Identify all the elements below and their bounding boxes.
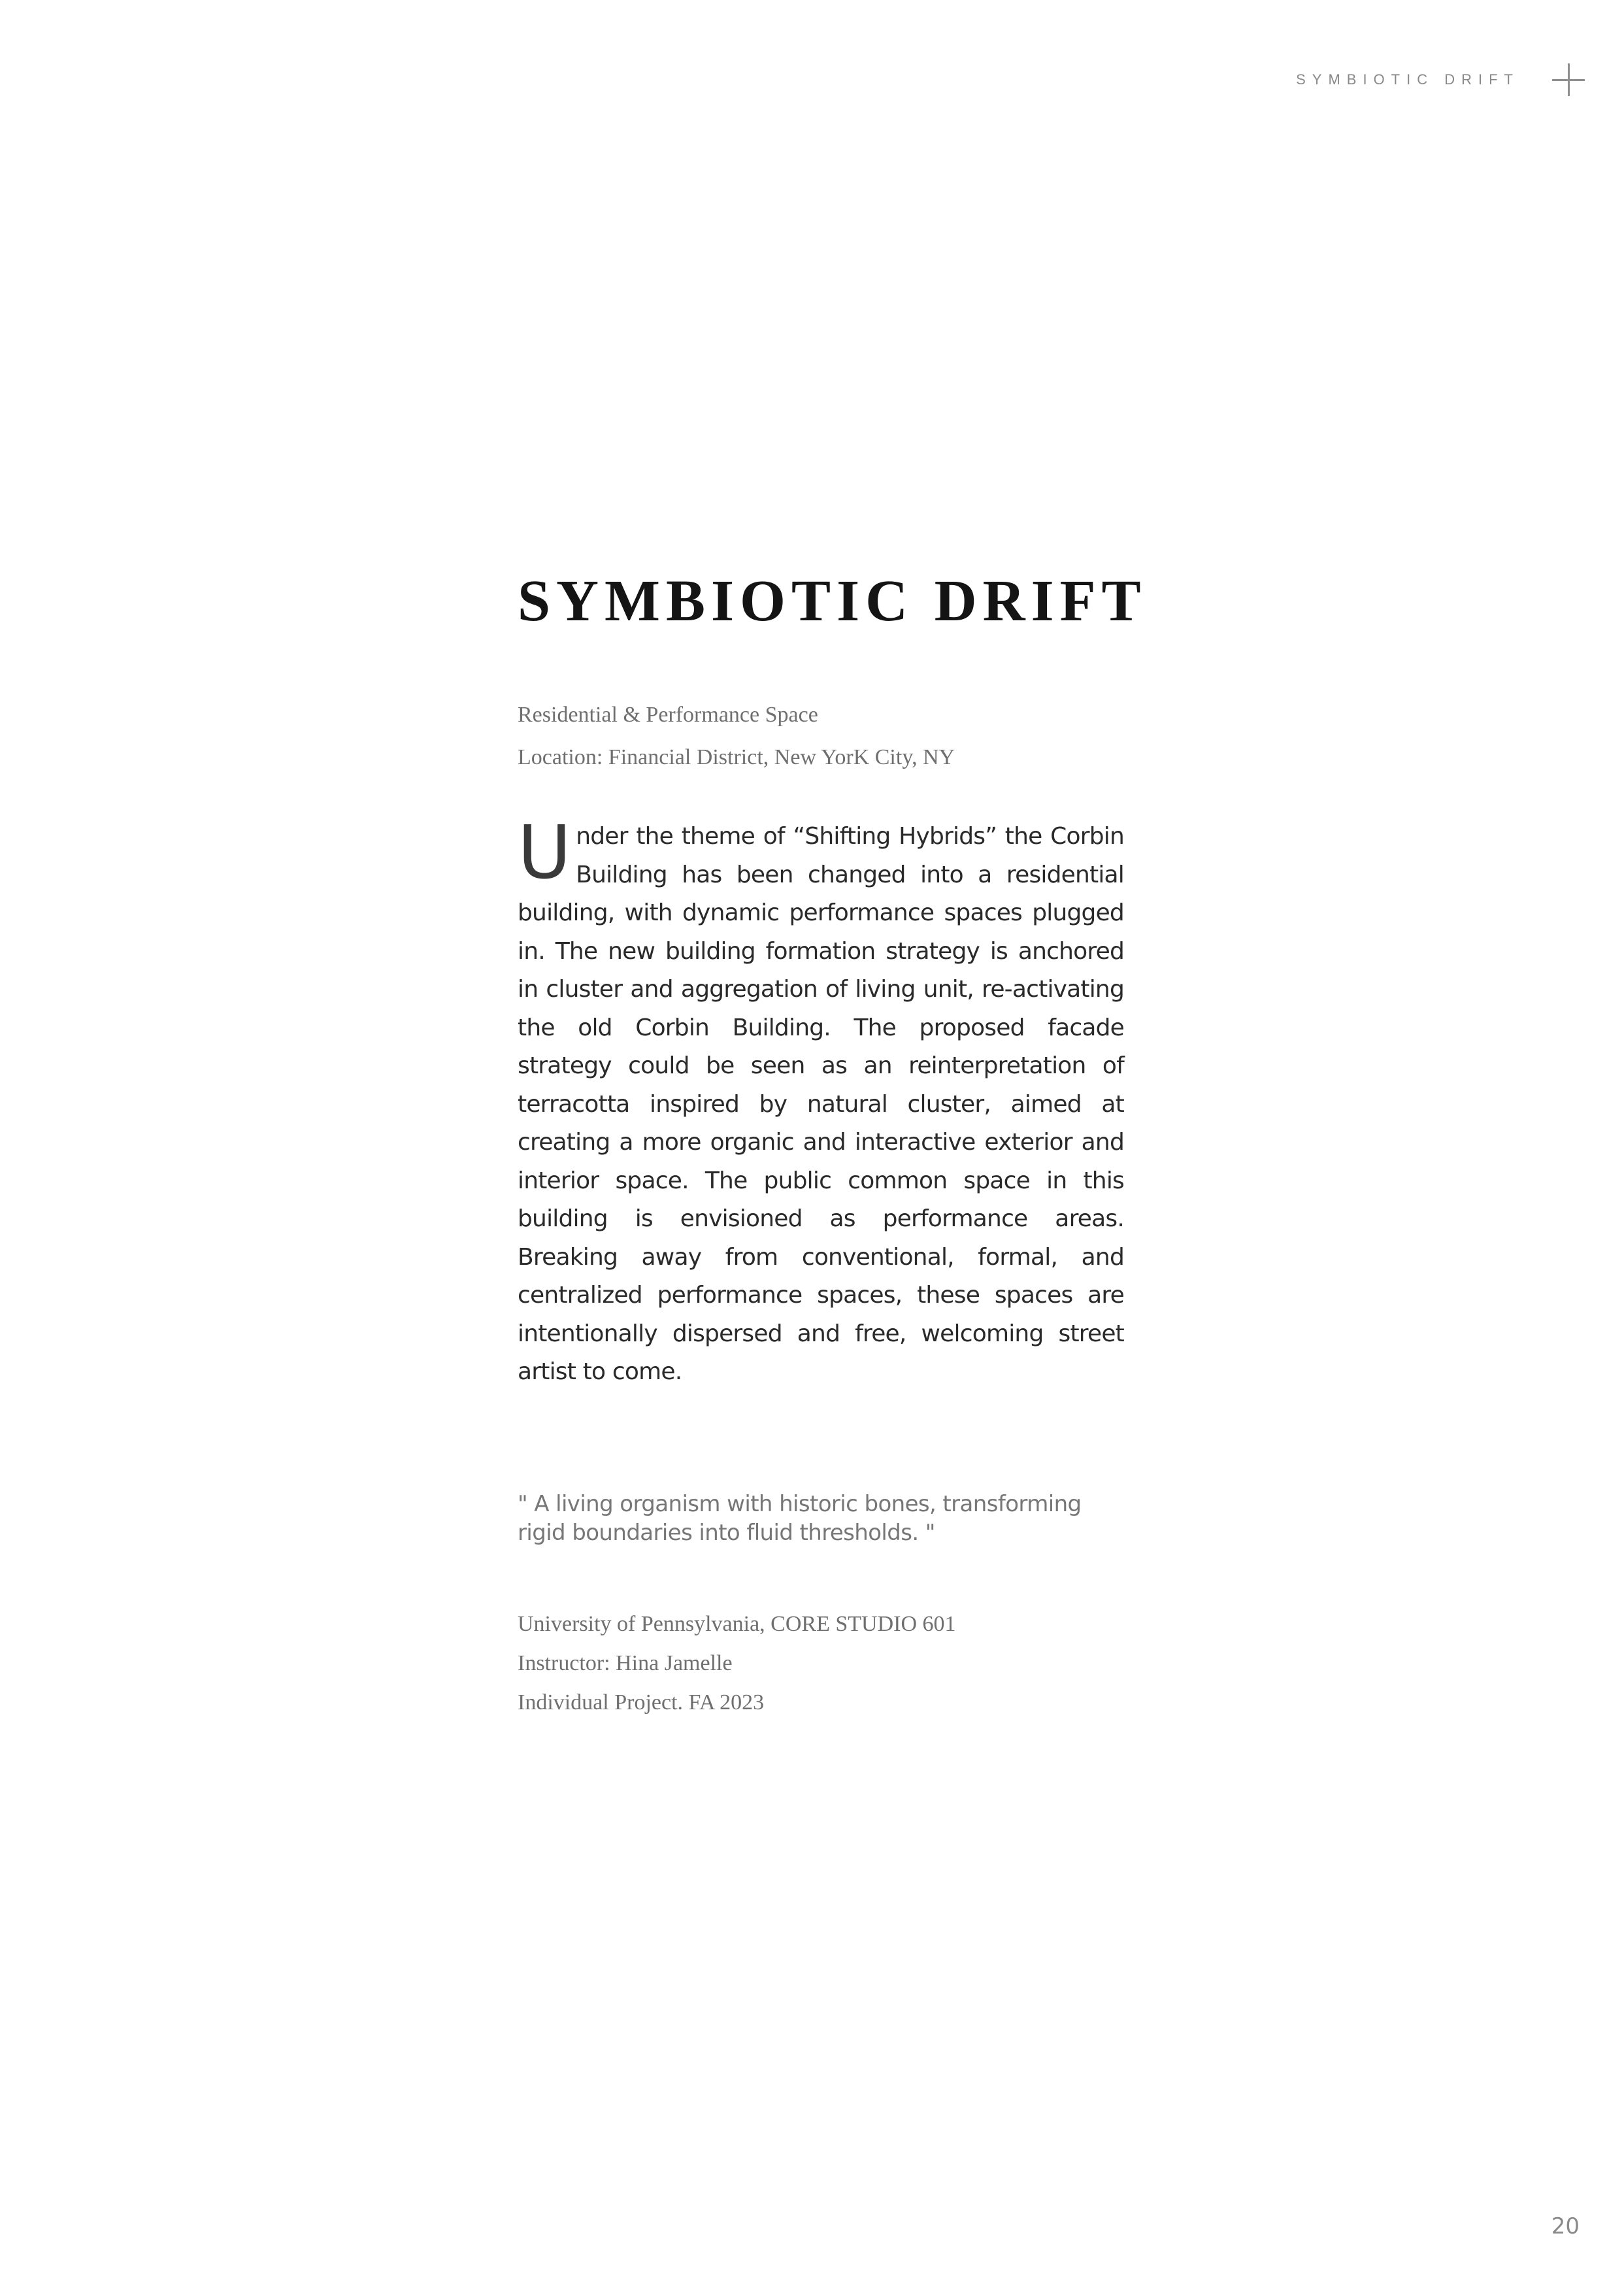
running-title: SYMBIOTIC DRIFT [1296, 71, 1519, 88]
credit-instructor: Instructor: Hina Jamelle [518, 1650, 733, 1675]
project-content [518, 569, 1147, 1722]
plus-icon [1552, 63, 1585, 96]
project-meta [518, 694, 1124, 778]
project-quote: " A living organism with historic bones, transforming rigid boundaries into fluid thresholds. " [518, 1490, 1082, 1546]
project-title: SYMBIOTIC DRIFT [518, 569, 1147, 633]
credit-project-info: Individual Project. FA 2023 [518, 1690, 765, 1715]
page-number: 20 [1551, 2213, 1580, 2239]
project-location: Location: Financial District, New YorK City, NY [518, 745, 955, 769]
description-text: nder the theme of “Shifting Hybrids” the Corbin Building has been changed into a residential building, with dynamic performance spaces plugged in. The new building formation strategy is anchored in cluster and aggregation of living unit, re-activating the old Corbin Building. The proposed facade strategy could be seen as an reinterpretation of terracotta inspired by natural cluster, aimed at creating a more organic and interactive exterior and interior space. The public common space in this building is envisioned as performance areas. Breaking away from conventional, formal, and centralized performance spaces, these spaces are intentionally dispersed and free, welcoming street artist to come. [518, 823, 1124, 1385]
credit-school: University of Pennsylvania, CORE STUDIO 601 [518, 1611, 956, 1636]
project-credits [518, 1605, 1124, 1722]
project-description [518, 811, 1124, 1392]
project-type: Residential & Performance Space [518, 703, 818, 727]
dropcap-letter: U [518, 811, 571, 895]
page-header [1296, 60, 1585, 99]
